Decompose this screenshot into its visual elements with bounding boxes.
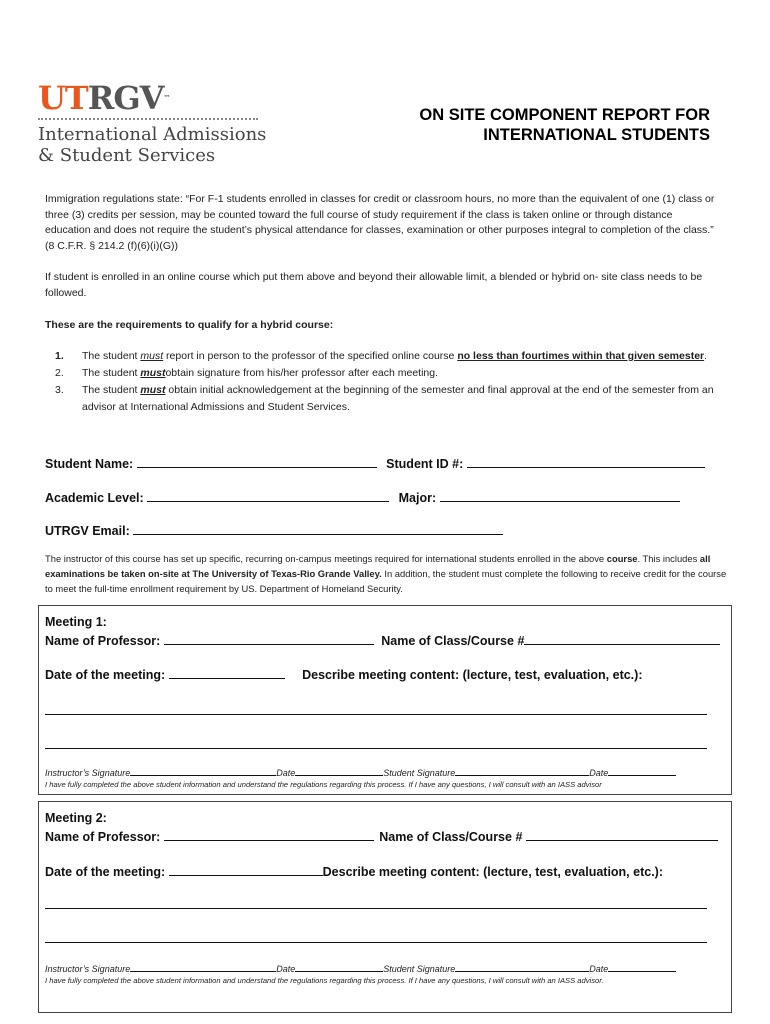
date-label: Date of the meeting:	[45, 668, 166, 682]
requirement-text	[82, 382, 715, 416]
date-label: Date	[589, 768, 609, 778]
requirements-heading: These are the requirements to qualify for a hybrid course:	[45, 319, 334, 331]
professor-field[interactable]	[164, 828, 374, 841]
student-name-label: Student Name	[45, 457, 130, 471]
date-field[interactable]	[295, 766, 383, 776]
email-field[interactable]	[133, 522, 503, 535]
class-label: Name of Class/Course #	[379, 830, 523, 844]
req-pre: The student	[82, 350, 141, 362]
req-em: must	[140, 350, 164, 362]
logo-line1: International Admissions	[38, 124, 267, 145]
instructor-notice	[45, 551, 735, 596]
page-title	[370, 105, 710, 145]
logo-ut: UT	[38, 79, 88, 117]
title-line2: INTERNATIONAL STUDENTS	[483, 126, 710, 144]
req-mid: obtain initial acknowledgement at the beginning of the semester and final approval at the end of the semester from an advisor at International Admissions and Student Services.	[82, 384, 714, 413]
academic-level-field[interactable]	[147, 489, 389, 502]
logo-rgv: RGV	[87, 79, 164, 117]
student-name-field[interactable]	[137, 455, 377, 468]
notice-text: In addition, the student must complete the following to receive credit for the course to meet the full-time enrollment requirement by US. Department of Homeland Security.	[45, 568, 727, 594]
student-signature-field[interactable]	[455, 766, 589, 776]
content-line[interactable]	[45, 714, 707, 715]
hybrid-note: If student is enrolled in an online course which put them above and beyond their allowable limit, a blended or hybrid on- site class needs to be followed.	[45, 271, 703, 299]
student-name-row: Student Name: Student ID #:	[45, 455, 705, 471]
requirement-number: 1.	[55, 350, 64, 362]
req-mid: obtain signature from his/her professor after each meeting.	[165, 367, 439, 379]
student-signature-field[interactable]	[455, 962, 589, 972]
meeting-2-section	[38, 801, 732, 1013]
signature-row	[45, 962, 676, 974]
meeting-1-section	[38, 605, 732, 795]
student-id-label: Student ID #:	[386, 457, 464, 471]
meeting-title: Meeting 1:	[45, 615, 107, 629]
email-label: UTRGV Email:	[45, 524, 130, 538]
email-row	[45, 522, 503, 538]
date-field[interactable]	[608, 766, 676, 776]
describe-label: Describe meeting content: (lecture, test, evaluation, etc.):	[322, 865, 663, 879]
requirement-item	[55, 348, 715, 365]
student-signature-label: Student Signature	[383, 768, 456, 778]
req-pre: The student	[82, 384, 141, 396]
professor-field[interactable]	[164, 632, 374, 645]
instructor-signature-field[interactable]	[130, 766, 276, 776]
notice-bold: course	[606, 553, 638, 564]
date-label: Date	[276, 768, 296, 778]
requirements-list	[55, 348, 715, 416]
notice-bold: all examinations be taken on-site at The University of Texas-Rio Grande Valley.	[45, 553, 711, 579]
date-field[interactable]	[295, 962, 383, 972]
logo-wordmark	[38, 79, 278, 117]
class-field[interactable]	[524, 632, 720, 645]
date-field[interactable]	[169, 666, 285, 679]
title-line1: ON SITE COMPONENT REPORT FOR	[419, 106, 710, 124]
requirement-text	[82, 365, 438, 382]
class-field[interactable]	[526, 828, 718, 841]
professor-label: Name of Professor	[45, 830, 157, 844]
date-field[interactable]	[169, 863, 323, 876]
req-pre: The student	[82, 367, 141, 379]
student-signature-label: Student Signature	[383, 964, 456, 974]
academic-level-label: Academic Level:	[45, 491, 144, 505]
requirement-item	[55, 382, 715, 416]
req-em: must	[140, 384, 166, 396]
requirement-number: 3.	[55, 384, 64, 396]
notice-text: The instructor of this course has set up specific, recurring on-campus meetings required for international students enrolled in the above	[45, 553, 607, 564]
content-line[interactable]	[45, 908, 707, 909]
req-post: .	[704, 350, 708, 362]
req-mid: report in person to the professor of the specified online course	[163, 350, 458, 362]
professor-row	[45, 632, 720, 648]
date-row	[45, 666, 642, 682]
logo-divider	[38, 118, 258, 120]
date-field[interactable]	[608, 962, 676, 972]
logo-line2: & Student Services	[38, 145, 216, 166]
instructor-signature-field[interactable]	[130, 962, 276, 972]
content-line[interactable]	[45, 942, 707, 943]
content-line[interactable]	[45, 748, 707, 749]
meeting-title: Meeting 2:	[45, 811, 107, 825]
notice-text: . This includes	[637, 553, 700, 564]
describe-label: Describe meeting content: (lecture, test, evaluation, etc.):	[302, 668, 643, 682]
req-strong: no less than fourtimes within that given semester	[457, 350, 705, 362]
date-label: Date	[276, 964, 296, 974]
instructor-signature-label: Instructor’s Signature	[45, 768, 131, 778]
instructor-signature-label: Instructor’s Signature	[45, 964, 131, 974]
utrgv-logo	[38, 79, 278, 166]
acknowledgement-text: I have fully completed the above student information and understand the regulations regarding this process. If I have any questions, I will consult with an IASS advisor.	[45, 976, 604, 985]
academic-level-row	[45, 489, 680, 505]
req-em: must	[140, 367, 166, 379]
regulation-paragraph: Immigration regulations state: “For F-1 students enrolled in classes for credit or classroom hours, no more than the equivalent of one (1) class or three (3) credits per session, may be counted toward the full course of study requirement if the class is taken online or through distance education and does not require the student’s physical attendance for classes, examination or other purposes integral to completion of the class.” (8 C.F.R. § 214.2 (f)(6)(i)(G))	[45, 193, 715, 252]
professor-row: Name of Professor: Name of Class/Course #	[45, 828, 718, 844]
requirement-number: 2.	[55, 367, 64, 379]
class-label: Name of Class/Course #	[381, 634, 525, 648]
requirement-text	[82, 348, 707, 365]
major-label: Major:	[398, 491, 437, 505]
acknowledgement-text: I have fully completed the above student information and understand the regulations regarding this process. If I have any questions, I will consult with an IASS advisor	[45, 780, 602, 789]
requirement-item	[55, 365, 715, 382]
logo-tm: ™	[163, 93, 170, 102]
date-label: Date	[589, 964, 609, 974]
date-label: Date of the meeting	[45, 865, 161, 879]
date-row: Date of the meeting: Describe meeting content: (lecture, test, evaluation, etc.):	[45, 865, 663, 879]
professor-label: Name of Professor:	[45, 634, 161, 648]
major-field[interactable]	[440, 489, 680, 502]
student-id-field[interactable]	[467, 455, 705, 468]
signature-row	[45, 766, 676, 778]
